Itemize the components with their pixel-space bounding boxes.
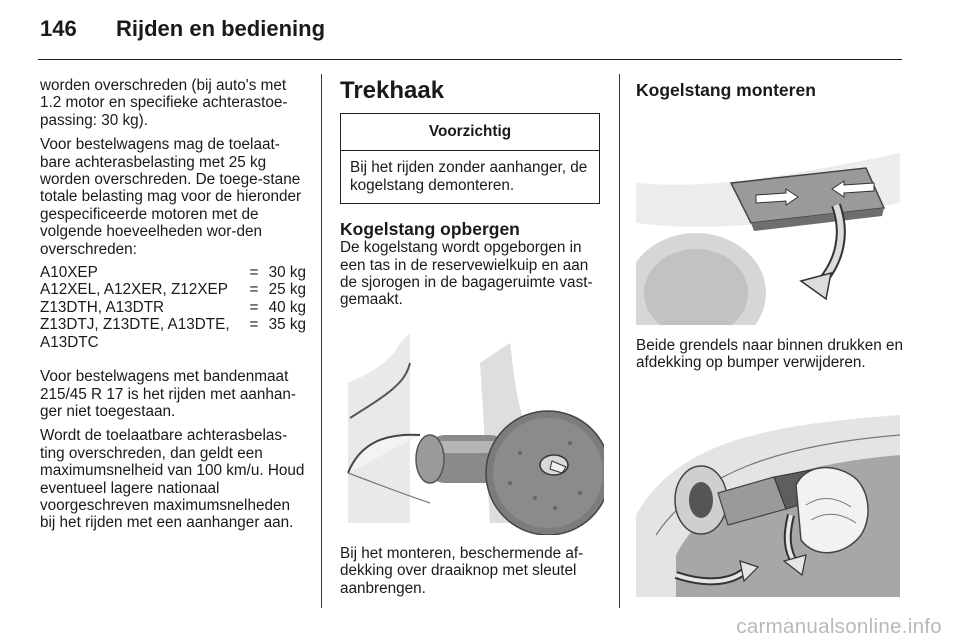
column-divider-1 bbox=[321, 74, 322, 608]
figure-caption-latches: Beide grendels naar binnen drukken en afdekking op bumper verwijderen. bbox=[636, 337, 904, 372]
caution-box bbox=[340, 113, 600, 204]
column-1 bbox=[40, 77, 306, 532]
load-value: 40 kg bbox=[268, 298, 306, 316]
ball-rod-cap-illustration bbox=[340, 323, 604, 535]
load-value: 35 kg bbox=[268, 316, 306, 334]
section-title-mount: Kogelstang monteren bbox=[636, 80, 816, 100]
subsection-title-stow: Kogelstang opbergen bbox=[340, 219, 520, 240]
load-value: 25 kg bbox=[268, 281, 306, 299]
paragraph-axle-load-1: worden overschreden (bij auto's met 1.2 motor en specifieke achterastoe-passing: 30 kg). bbox=[40, 77, 288, 129]
engine-load-table bbox=[40, 264, 306, 351]
equals-sign: = bbox=[249, 298, 259, 316]
equals-sign: = bbox=[249, 264, 259, 282]
engine-list: A12XEL, A12XER, Z12XEP bbox=[40, 281, 228, 299]
figure-ball-rod-cap bbox=[340, 323, 604, 535]
load-value: 30 kg bbox=[268, 264, 306, 282]
engine-list: Z13DTJ, Z13DTE, A13DTE, A13DTC bbox=[40, 316, 230, 351]
engine-list: A10XEP bbox=[40, 264, 98, 282]
column-divider-2 bbox=[619, 74, 620, 608]
watermark: carmanualsonline.info bbox=[736, 615, 942, 638]
insert-rod-illustration bbox=[636, 385, 900, 597]
paragraph-speed-limit: Wordt de toelaatbare achterasbelas-ting overschreden, dan geldt een maximumsnelheid van 100 km/u. Houd eventueel lagere nationaal voorgeschreven maximumsnelheden bij het rijden met een aanhanger aan. bbox=[40, 427, 305, 532]
figure-insert-rod bbox=[636, 385, 900, 597]
equals-sign: = bbox=[249, 316, 259, 334]
column-3 bbox=[636, 77, 904, 597]
figure-bumper-cover bbox=[636, 113, 900, 325]
figure-caption-cap: Bij het monteren, beschermende af-dekking over draaiknop met sleutel aanbrengen. bbox=[340, 544, 584, 597]
paragraph-stow: De kogelstang wordt opgeborgen in een tas in de reservewielkuip en aan de sjorogen in de bagageruimte vast-gemaakt. bbox=[340, 239, 593, 309]
paragraph-axle-load-2: Voor bestelwagens mag de toelaat-bare achterasbelasting met 25 kg worden overschreden. De toege-stane totale belasting mag voor de hieronder gespecificeerde motoren met de volgende hoeveelheden wor-den overschreden: bbox=[40, 136, 302, 258]
caution-text: Bij het rijden zonder aanhanger, de kogelstang demonteren. bbox=[350, 159, 588, 194]
bumper-cover-illustration bbox=[636, 113, 900, 325]
section-title-trekhaak: Trekhaak bbox=[340, 77, 445, 104]
paragraph-tyre-size: Voor bestelwagens met bandenmaat 215/45 R 17 is het rijden met aanhan-ger niet toegestaan. bbox=[40, 368, 296, 420]
column-2 bbox=[340, 77, 604, 597]
equals-sign: = bbox=[249, 281, 259, 299]
page-number: 146 bbox=[40, 16, 77, 41]
header-divider bbox=[38, 59, 902, 60]
caution-title: Voorzichtig bbox=[341, 114, 599, 151]
page-title: Rijden en bediening bbox=[116, 16, 326, 41]
engine-list: Z13DTH, A13DTR bbox=[40, 298, 165, 316]
